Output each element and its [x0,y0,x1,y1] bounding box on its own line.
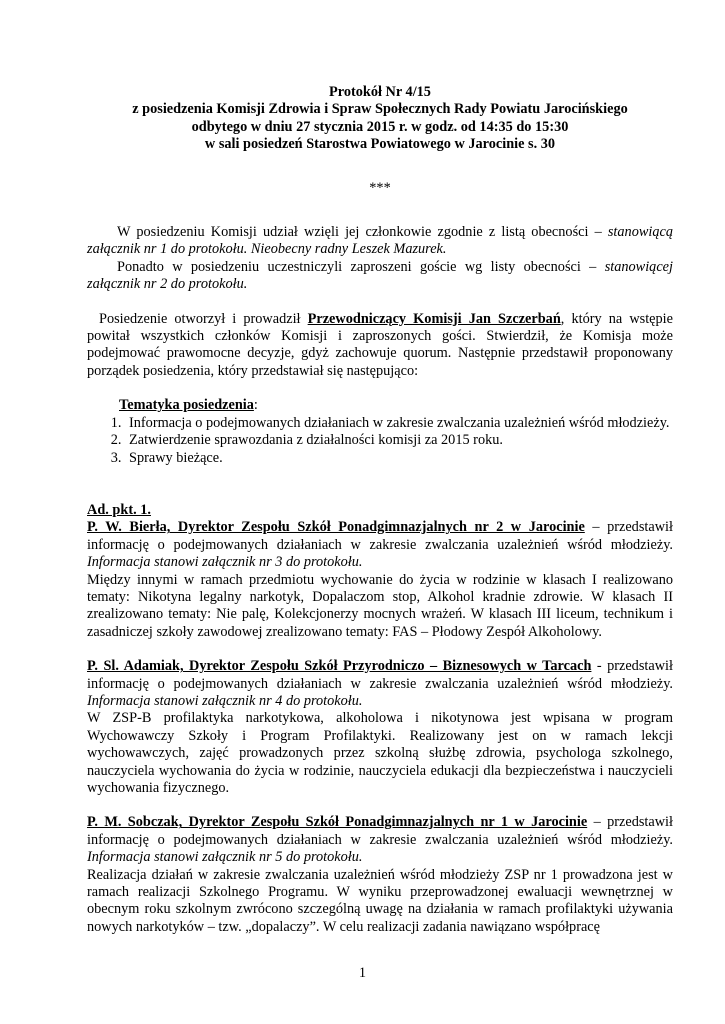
section-heading: Ad. pkt. 1. [87,501,151,518]
agenda-heading [87,397,673,414]
speaker-summary: – przedstawił informację o podejmowanych działaniach w zakresie zwalczania uzależnień wśród młodzieży. [87,814,673,848]
opening-text-continued: , który na wstępie powitał wszystkich członków Komisji i zaproszonych gości. Stwierdził, że Komisja może podejmować prawomocne decyzje, gdyż zachowuje quorum. Następnie przedstawił proponowany porządek posiedzenia, który przedstawiał się następująco: [87,310,673,379]
page-number: 1 [358,965,367,981]
speaker-report [87,519,673,571]
speaker-name: P. M. Sobczak, Dyrektor Zespołu Szkół Ponadgimnazjalnych nr 1 w Jarocinie [87,814,588,831]
title-line-3: odbytego w dniu 27 stycznia 2015 r. w godz. od 14:35 do 15:30 [191,118,569,135]
section-separator: *** [369,179,391,196]
agenda-item: 2. Zatwierdzenie sprawozdania z działalności komisji za 2015 roku. [125,432,673,449]
chairman-name: Przewodniczący Komisji Jan Szczerbań [307,310,561,327]
document-body [87,84,673,936]
speaker-summary: - przedstawił informację o podejmowanych działaniach w zakresie zwalczania uzależnień wśród młodzieży. [87,658,673,692]
speaker-name: P. Sl. Adamiak, Dyrektor Zespołu Szkół Przyrodniczo – Biznesowych w Tarcach [87,658,592,675]
title-line-4: w sali posiedzeń Starostwa Powiatowego w Jarocinie s. 30 [204,136,556,153]
attendance-text: W posiedzeniu Komisji udział wzięli jej członkowie zgodnie z listą obecności – [117,224,608,241]
attachment-note: Informacja stanowi załącznik nr 4 do protokołu. [87,692,363,709]
speaker-details: Między innymi w ramach przedmiotu wychowanie do życia w rodzinie w klasach I realizowano tematy: Nikotyna legalny narkotyk, Dopalaczom stop, Alkohol kradnie zdrowie. W klasach II zrealizowano tematy: Nie palę, Kolekcjonerzy mocnych wrażeń. W klasach III liceum, technikum i zasadniczej szkoły zawodowej zrealizowano tematy: FAS – Płodowy Zespół Alkoholowy. [87,571,673,640]
attachment-note: Informacja stanowi załącznik nr 3 do protokołu. [87,554,363,571]
attendance-note: stanowiącą załącznik nr 1 do protokołu. Nieobecny radny Leszek Mazurek. [87,224,673,258]
agenda-list [87,415,673,467]
guests-text: Ponadto w posiedzeniu uczestniczyli zaproszeni goście wg listy obecności – [117,258,605,275]
attachment-note: Informacja stanowi załącznik nr 5 do protokołu. [87,849,363,866]
opening-text: Posiedzenie otworzył i prowadził [99,310,308,327]
speaker-summary: – przedstawił informację o podejmowanych działaniach w zakresie zwalczania uzależnień wśród młodzieży. [87,519,673,553]
attendance-paragraph [87,224,673,259]
speaker-details: W ZSP-B profilaktyka narkotykowa, alkoholowa i nikotynowa jest wpisana w program Wychowawczy Szkoły i Program Profilaktyki. Realizowany jest on w ramach lekcji wychowawczych, zajęć prowadzonych przez szkolną służbę zdrowia, psychologa szkolnego, nauczyciela wychowania do życia w rodzinie, nauczyciela edukacji dla bezpieczeństwa i nauczycieli wychowania fizycznego. [87,710,673,796]
speaker-name: P. W. Bierła, Dyrektor Zespołu Szkół Ponadgimnazjalnych nr 2 w Jarocinie [87,519,585,536]
speaker-details: Realizacja działań w zakresie zwalczania uzależnień wśród młodzieży ZSP nr 1 prowadzona jest w ramach realizacji Szkolnego Programu. W wyniku przeprowadzonej ewaluacji wewnętrznej w obecnym roku szkolnym zwrócono szczególną uwagę na działania w ramach profilaktyki używania nowych narkotyków – tzw. „dopalaczy”. W celu realizacji zadania nawiązano współpracę [87,866,673,935]
agenda-item: 1. Informacja o podejmowanych działaniach w zakresie zwalczania uzależnień wśród młodzieży. [125,415,673,432]
guests-note: stanowiącej załącznik nr 2 do protokołu. [87,258,673,293]
guests-paragraph [87,259,673,294]
opening-paragraph [87,311,673,381]
speaker-report [87,658,673,710]
agenda-heading-label: Tematyka posiedzenia [119,397,254,414]
document-title [87,84,673,154]
title-line-2: z posiedzenia Komisji Zdrowia i Spraw Społecznych Rady Powiatu Jarocińskiego [132,101,628,118]
agenda-item: 3. Sprawy bieżące. [125,450,673,467]
title-line-1: Protokół Nr 4/15 [329,84,431,100]
agenda-heading-colon: : [253,397,258,414]
speaker-report [87,814,673,866]
